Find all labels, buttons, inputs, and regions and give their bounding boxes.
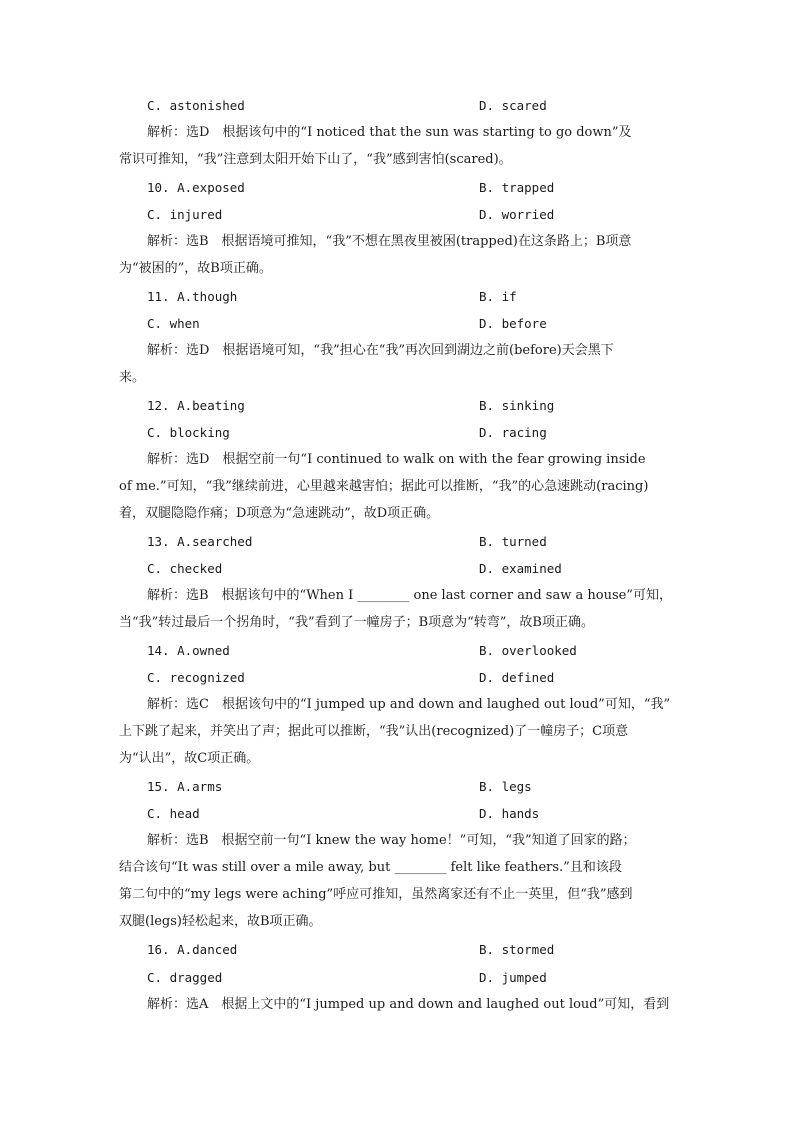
q15-explanation-line-2: 结合该句“It was still over a mile away, but ________ felt like feathers.”且和该段	[119, 860, 622, 875]
q13-explanation-line-2: 当“我”转过最后一个拐角时，“我”看到了一幢房子；B项意为“转弯”，故B项正确。	[119, 615, 594, 630]
q16-option-b: B. stormed	[479, 942, 555, 957]
q14-explanation-line-2: 上下跳了起来，并笑出了声；据此可以推断，“我”认出(recognized)了一幢房子；C项意	[119, 724, 629, 739]
q15-option-c: C. head	[147, 806, 200, 821]
q10-option-d: D. worried	[479, 207, 555, 222]
q10-explanation-line-1: 解析：选B 根据语境可推知，“我”不想在黑夜里被困(trapped)在这条路上；B项意	[147, 234, 632, 249]
q10-option-b: B. trapped	[479, 180, 555, 195]
q14-option-b: B. overlooked	[479, 643, 577, 658]
q15-explanation-line-4: 双腿(legs)轻松起来，故B项正确。	[119, 914, 322, 929]
q11-option-d: D. before	[479, 316, 547, 331]
q11-explanation-line-1: 解析：选D 根据语境可知，“我”担心在“我”再次回到湖边之前(before)天会黑下	[147, 343, 614, 358]
q13-option-c: C. checked	[147, 561, 223, 576]
q14-option-d: D. defined	[479, 670, 555, 685]
q14-option-a: 14. A.owned	[147, 643, 230, 658]
q11-explanation-line-2: 来。	[119, 370, 146, 385]
q15-option-b: B. legs	[479, 779, 532, 794]
q13-option-a: 13. A.searched	[147, 534, 253, 549]
q16-explanation-line-1: 解析：选A 根据上文中的“I jumped up and down and laughed out loud”可知，看到	[147, 997, 670, 1012]
q13-option-b: B. turned	[479, 534, 547, 549]
q11-option-a: 11. A.though	[147, 289, 238, 304]
q13-explanation-line-1: 解析：选B 根据该句中的“When I ________ one last corner and saw a house”可知，	[147, 588, 672, 603]
q14-option-c: C. recognized	[147, 670, 245, 685]
q10-option-a: 10. A.exposed	[147, 180, 245, 195]
q11-option-c: C. when	[147, 316, 200, 331]
q16-option-c: C. dragged	[147, 970, 223, 985]
q13-option-d: D. examined	[479, 561, 562, 576]
q11-option-b: B. if	[479, 289, 517, 304]
q12-explanation-line-1: 解析：选D 根据空前一句“I continued to walk on with the fear growing inside	[147, 452, 646, 467]
q15-explanation-line-1: 解析：选B 根据空前一句“I knew the way home！”可知，“我”知道了回家的路；	[147, 833, 636, 848]
q10-option-c: C. injured	[147, 207, 223, 222]
q12-option-b: B. sinking	[479, 398, 555, 413]
q9-explanation-line-2: 常识可推知，“我”注意到太阳开始下山了，“我”感到害怕(scared)。	[119, 152, 512, 167]
q9-explanation-line-1: 解析：选D 根据该句中的“I noticed that the sun was starting to go down”及	[147, 125, 632, 140]
q12-explanation-line-3: 着，双腿隐隐作痛；D项意为“急速跳动”，故D项正确。	[119, 506, 440, 521]
q15-explanation-line-3: 第二句中的“my legs were aching”呼应可推知，虽然离家还有不止一英里，但“我”感到	[119, 887, 633, 902]
q9-option-c: C. astonished	[147, 98, 245, 113]
q12-explanation-line-2: of me.”可知，“我”继续前进，心里越来越害怕；据此可以推断，“我”的心急速跳动(racing)	[119, 479, 649, 494]
q10-explanation-line-2: 为“被困的”，故B项正确。	[119, 261, 272, 276]
q12-option-c: C. blocking	[147, 425, 230, 440]
q14-explanation-line-1: 解析：选C 根据该句中的“I jumped up and down and laughed out loud”可知，“我”	[147, 697, 671, 712]
q15-option-d: D. hands	[479, 806, 540, 821]
q16-option-a: 16. A.danced	[147, 942, 238, 957]
q9-option-d: D. scared	[479, 98, 547, 113]
q15-option-a: 15. A.arms	[147, 779, 223, 794]
q12-option-a: 12. A.beating	[147, 398, 245, 413]
q12-option-d: D. racing	[479, 425, 547, 440]
q16-option-d: D. jumped	[479, 970, 547, 985]
q14-explanation-line-3: 为“认出”，故C项正确。	[119, 751, 260, 766]
